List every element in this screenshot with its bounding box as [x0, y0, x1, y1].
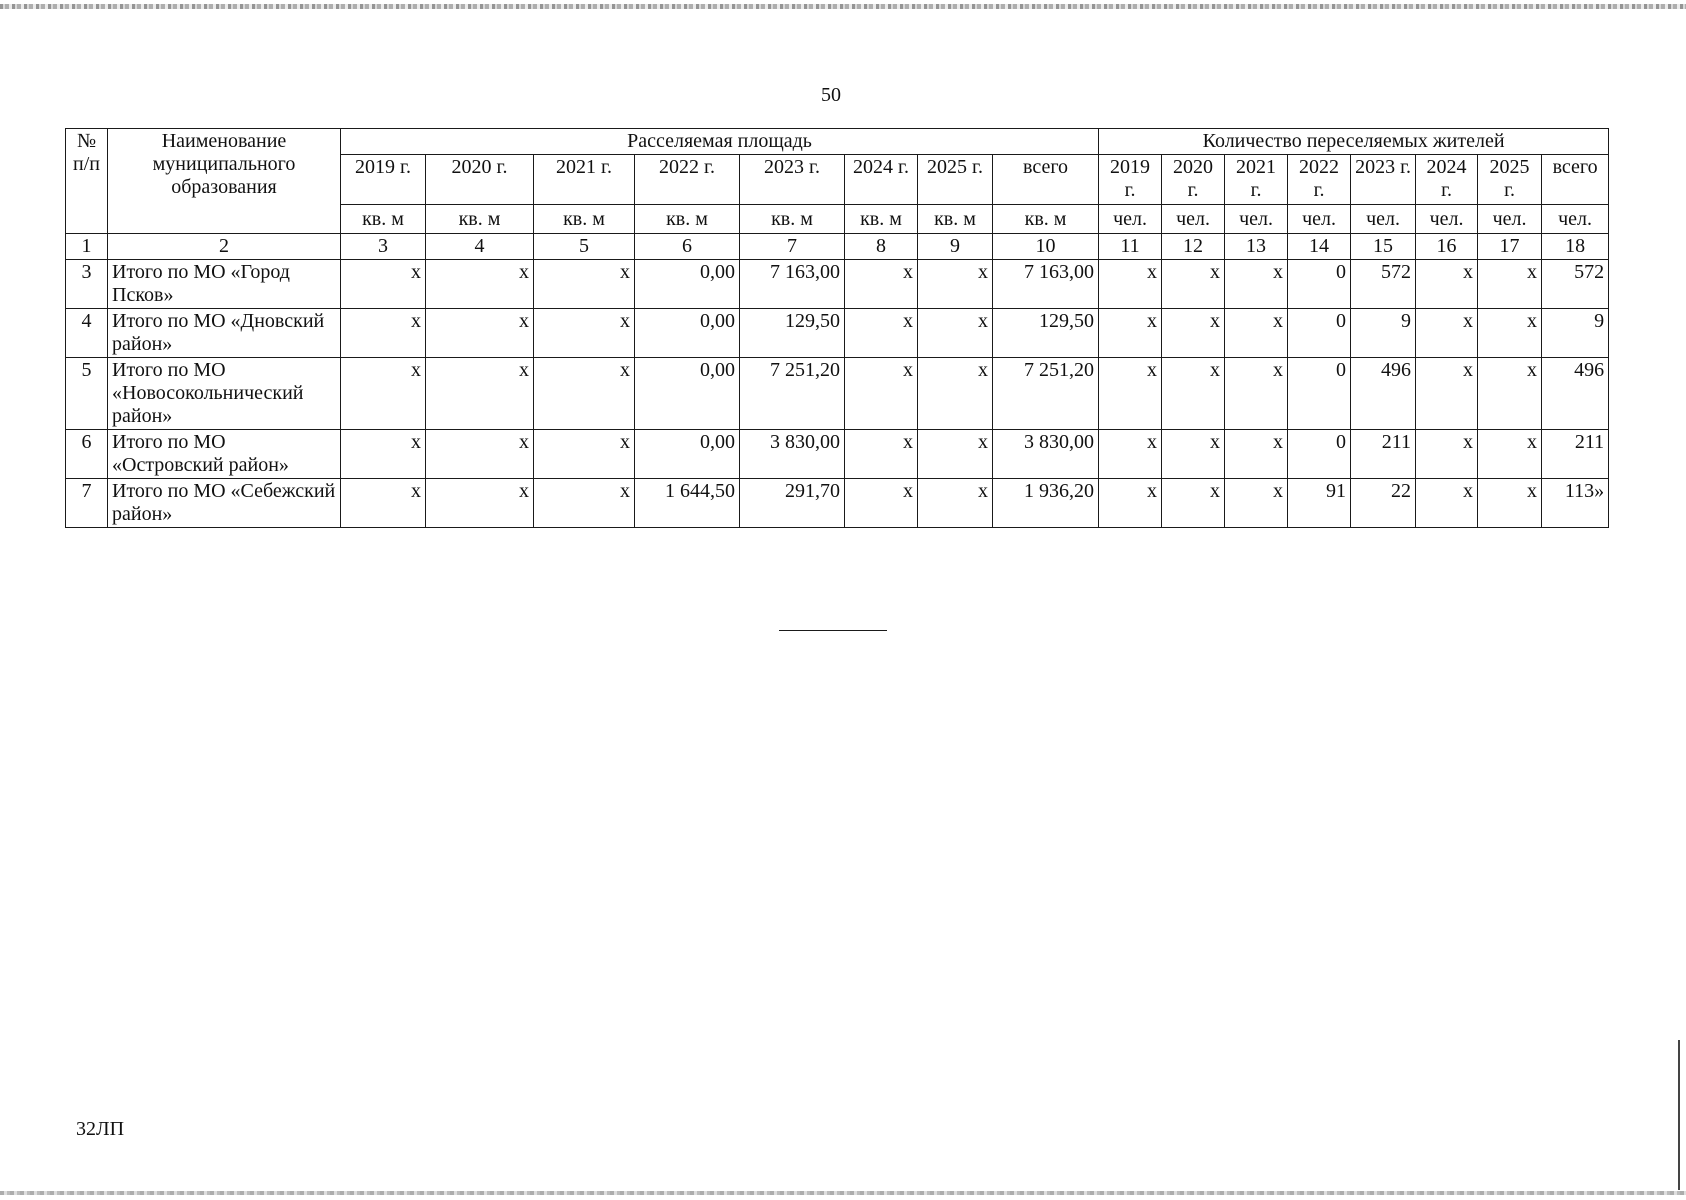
row-area-value: x	[918, 479, 993, 528]
header-people-unit: чел.	[1099, 205, 1162, 234]
row-people-value: 0	[1288, 260, 1351, 309]
scan-edge-bottom	[0, 1191, 1686, 1195]
row-area-value: 0,00	[635, 309, 740, 358]
row-area-value: 7 251,20	[993, 358, 1099, 430]
row-area-value: x	[534, 309, 635, 358]
column-number: 14	[1288, 234, 1351, 260]
row-area-value: x	[426, 479, 534, 528]
column-number: 9	[918, 234, 993, 260]
row-area-value: x	[918, 260, 993, 309]
header-area-year: 2021 г.	[534, 155, 635, 205]
column-number: 11	[1099, 234, 1162, 260]
row-area-value: 7 163,00	[740, 260, 845, 309]
header-group-people: Количество переселяемых жителей	[1099, 129, 1609, 155]
row-people-value: x	[1225, 358, 1288, 430]
column-number: 3	[341, 234, 426, 260]
column-number: 4	[426, 234, 534, 260]
row-area-value: 0,00	[635, 260, 740, 309]
header-area-unit: кв. м	[740, 205, 845, 234]
row-municipality-name: Итого по МО «Новосокольнический район»	[108, 358, 341, 430]
row-municipality-name: Итого по МО «Островский район»	[108, 430, 341, 479]
header-area-year: 2023 г.	[740, 155, 845, 205]
row-area-value: x	[341, 309, 426, 358]
row-people-value: x	[1416, 309, 1478, 358]
row-area-value: 1 644,50	[635, 479, 740, 528]
row-number: 3	[66, 260, 108, 309]
row-people-value: 496	[1351, 358, 1416, 430]
header-people-year: 2019 г.	[1099, 155, 1162, 205]
row-people-value: 211	[1351, 430, 1416, 479]
row-people-value: 0	[1288, 309, 1351, 358]
column-number: 13	[1225, 234, 1288, 260]
column-number: 12	[1162, 234, 1225, 260]
header-area-year: 2019 г.	[341, 155, 426, 205]
row-people-value: x	[1416, 358, 1478, 430]
row-people-value: x	[1099, 260, 1162, 309]
row-people-value: 9	[1542, 309, 1609, 358]
table-row	[66, 479, 1609, 528]
row-people-value: x	[1478, 479, 1542, 528]
row-area-value: x	[845, 479, 918, 528]
header-area-year: всего	[993, 155, 1099, 205]
row-people-value: 91	[1288, 479, 1351, 528]
row-area-value: x	[426, 309, 534, 358]
row-people-value: 572	[1542, 260, 1609, 309]
row-area-value: x	[426, 358, 534, 430]
row-area-value: 291,70	[740, 479, 845, 528]
row-area-value: x	[534, 358, 635, 430]
row-people-value: x	[1225, 430, 1288, 479]
header-row-column-numbers	[66, 234, 1609, 260]
header-people-unit: чел.	[1542, 205, 1609, 234]
row-number: 6	[66, 430, 108, 479]
row-municipality-name: Итого по МО «Себежский район»	[108, 479, 341, 528]
scan-edge-right	[1678, 1040, 1680, 1190]
header-name: Наименование муниципального образования	[108, 129, 341, 234]
row-area-value: 129,50	[740, 309, 845, 358]
column-number: 10	[993, 234, 1099, 260]
row-area-value: x	[426, 260, 534, 309]
row-area-value: x	[534, 260, 635, 309]
column-number: 15	[1351, 234, 1416, 260]
row-area-value: x	[918, 358, 993, 430]
row-people-value: x	[1225, 260, 1288, 309]
row-area-value: 3 830,00	[740, 430, 845, 479]
column-number: 6	[635, 234, 740, 260]
row-area-value: x	[845, 260, 918, 309]
row-area-value: x	[534, 479, 635, 528]
table-body	[66, 260, 1609, 528]
header-people-year: 2022 г.	[1288, 155, 1351, 205]
header-area-unit: кв. м	[635, 205, 740, 234]
column-number: 17	[1478, 234, 1542, 260]
header-people-unit: чел.	[1478, 205, 1542, 234]
header-area-year: 2025 г.	[918, 155, 993, 205]
row-people-value: 572	[1351, 260, 1416, 309]
row-people-value: x	[1416, 430, 1478, 479]
header-people-year: 2021 г.	[1225, 155, 1288, 205]
row-people-value: 113»	[1542, 479, 1609, 528]
row-number: 4	[66, 309, 108, 358]
row-people-value: x	[1162, 309, 1225, 358]
header-row-groups	[66, 129, 1609, 155]
row-area-value: x	[341, 260, 426, 309]
row-area-value: x	[918, 309, 993, 358]
header-area-unit: кв. м	[341, 205, 426, 234]
row-area-value: 7 251,20	[740, 358, 845, 430]
header-people-unit: чел.	[1225, 205, 1288, 234]
row-people-value: x	[1162, 430, 1225, 479]
row-people-value: x	[1099, 358, 1162, 430]
row-people-value: 496	[1542, 358, 1609, 430]
row-people-value: x	[1162, 479, 1225, 528]
row-people-value: 9	[1351, 309, 1416, 358]
row-area-value: 3 830,00	[993, 430, 1099, 479]
row-municipality-name: Итого по МО «Дновский район»	[108, 309, 341, 358]
table-row	[66, 260, 1609, 309]
row-area-value: 1 936,20	[993, 479, 1099, 528]
scan-edge-top	[0, 4, 1686, 9]
header-people-unit: чел.	[1416, 205, 1478, 234]
row-area-value: x	[426, 430, 534, 479]
row-area-value: 0,00	[635, 430, 740, 479]
column-number: 2	[108, 234, 341, 260]
row-people-value: x	[1225, 309, 1288, 358]
row-area-value: 0,00	[635, 358, 740, 430]
row-people-value: 211	[1542, 430, 1609, 479]
column-number: 5	[534, 234, 635, 260]
row-people-value: x	[1099, 479, 1162, 528]
row-number: 7	[66, 479, 108, 528]
row-people-value: 22	[1351, 479, 1416, 528]
header-people-unit: чел.	[1288, 205, 1351, 234]
header-num: № п/п	[66, 129, 108, 234]
header-area-unit: кв. м	[845, 205, 918, 234]
header-people-year: 2024 г.	[1416, 155, 1478, 205]
column-number: 1	[66, 234, 108, 260]
row-area-value: x	[845, 309, 918, 358]
row-area-value: 129,50	[993, 309, 1099, 358]
table-row	[66, 309, 1609, 358]
header-people-year: 2020 г.	[1162, 155, 1225, 205]
row-area-value: x	[341, 358, 426, 430]
header-group-area: Расселяемая площадь	[341, 129, 1099, 155]
row-people-value: x	[1478, 260, 1542, 309]
column-number: 18	[1542, 234, 1609, 260]
row-area-value: x	[845, 358, 918, 430]
row-people-value: x	[1099, 309, 1162, 358]
header-area-unit: кв. м	[426, 205, 534, 234]
header-area-year: 2020 г.	[426, 155, 534, 205]
row-people-value: x	[1225, 479, 1288, 528]
row-area-value: x	[534, 430, 635, 479]
page-number: 50	[821, 84, 841, 106]
header-people-year: 2023 г.	[1351, 155, 1416, 205]
row-area-value: x	[341, 430, 426, 479]
row-area-value: x	[341, 479, 426, 528]
row-people-value: 0	[1288, 358, 1351, 430]
row-area-value: x	[845, 430, 918, 479]
header-people-unit: чел.	[1162, 205, 1225, 234]
header-area-unit: кв. м	[918, 205, 993, 234]
row-people-value: x	[1416, 260, 1478, 309]
row-people-value: x	[1416, 479, 1478, 528]
column-number: 8	[845, 234, 918, 260]
row-area-value: x	[918, 430, 993, 479]
row-people-value: x	[1162, 260, 1225, 309]
header-area-year: 2024 г.	[845, 155, 918, 205]
row-municipality-name: Итого по МО «Город Псков»	[108, 260, 341, 309]
column-number: 16	[1416, 234, 1478, 260]
row-area-value: 7 163,00	[993, 260, 1099, 309]
row-people-value: x	[1478, 430, 1542, 479]
row-people-value: x	[1099, 430, 1162, 479]
row-number: 5	[66, 358, 108, 430]
row-people-value: 0	[1288, 430, 1351, 479]
footer-code: 32ЛП	[76, 1118, 125, 1140]
row-people-value: x	[1162, 358, 1225, 430]
header-people-year: 2025 г.	[1478, 155, 1542, 205]
row-people-value: x	[1478, 358, 1542, 430]
header-area-year: 2022 г.	[635, 155, 740, 205]
resettlement-table	[65, 128, 1609, 528]
column-number: 7	[740, 234, 845, 260]
header-area-unit: кв. м	[993, 205, 1099, 234]
header-area-unit: кв. м	[534, 205, 635, 234]
header-people-year: всего	[1542, 155, 1609, 205]
table-row	[66, 358, 1609, 430]
header-people-unit: чел.	[1351, 205, 1416, 234]
row-people-value: x	[1478, 309, 1542, 358]
separator-line	[779, 630, 887, 631]
table-row	[66, 430, 1609, 479]
